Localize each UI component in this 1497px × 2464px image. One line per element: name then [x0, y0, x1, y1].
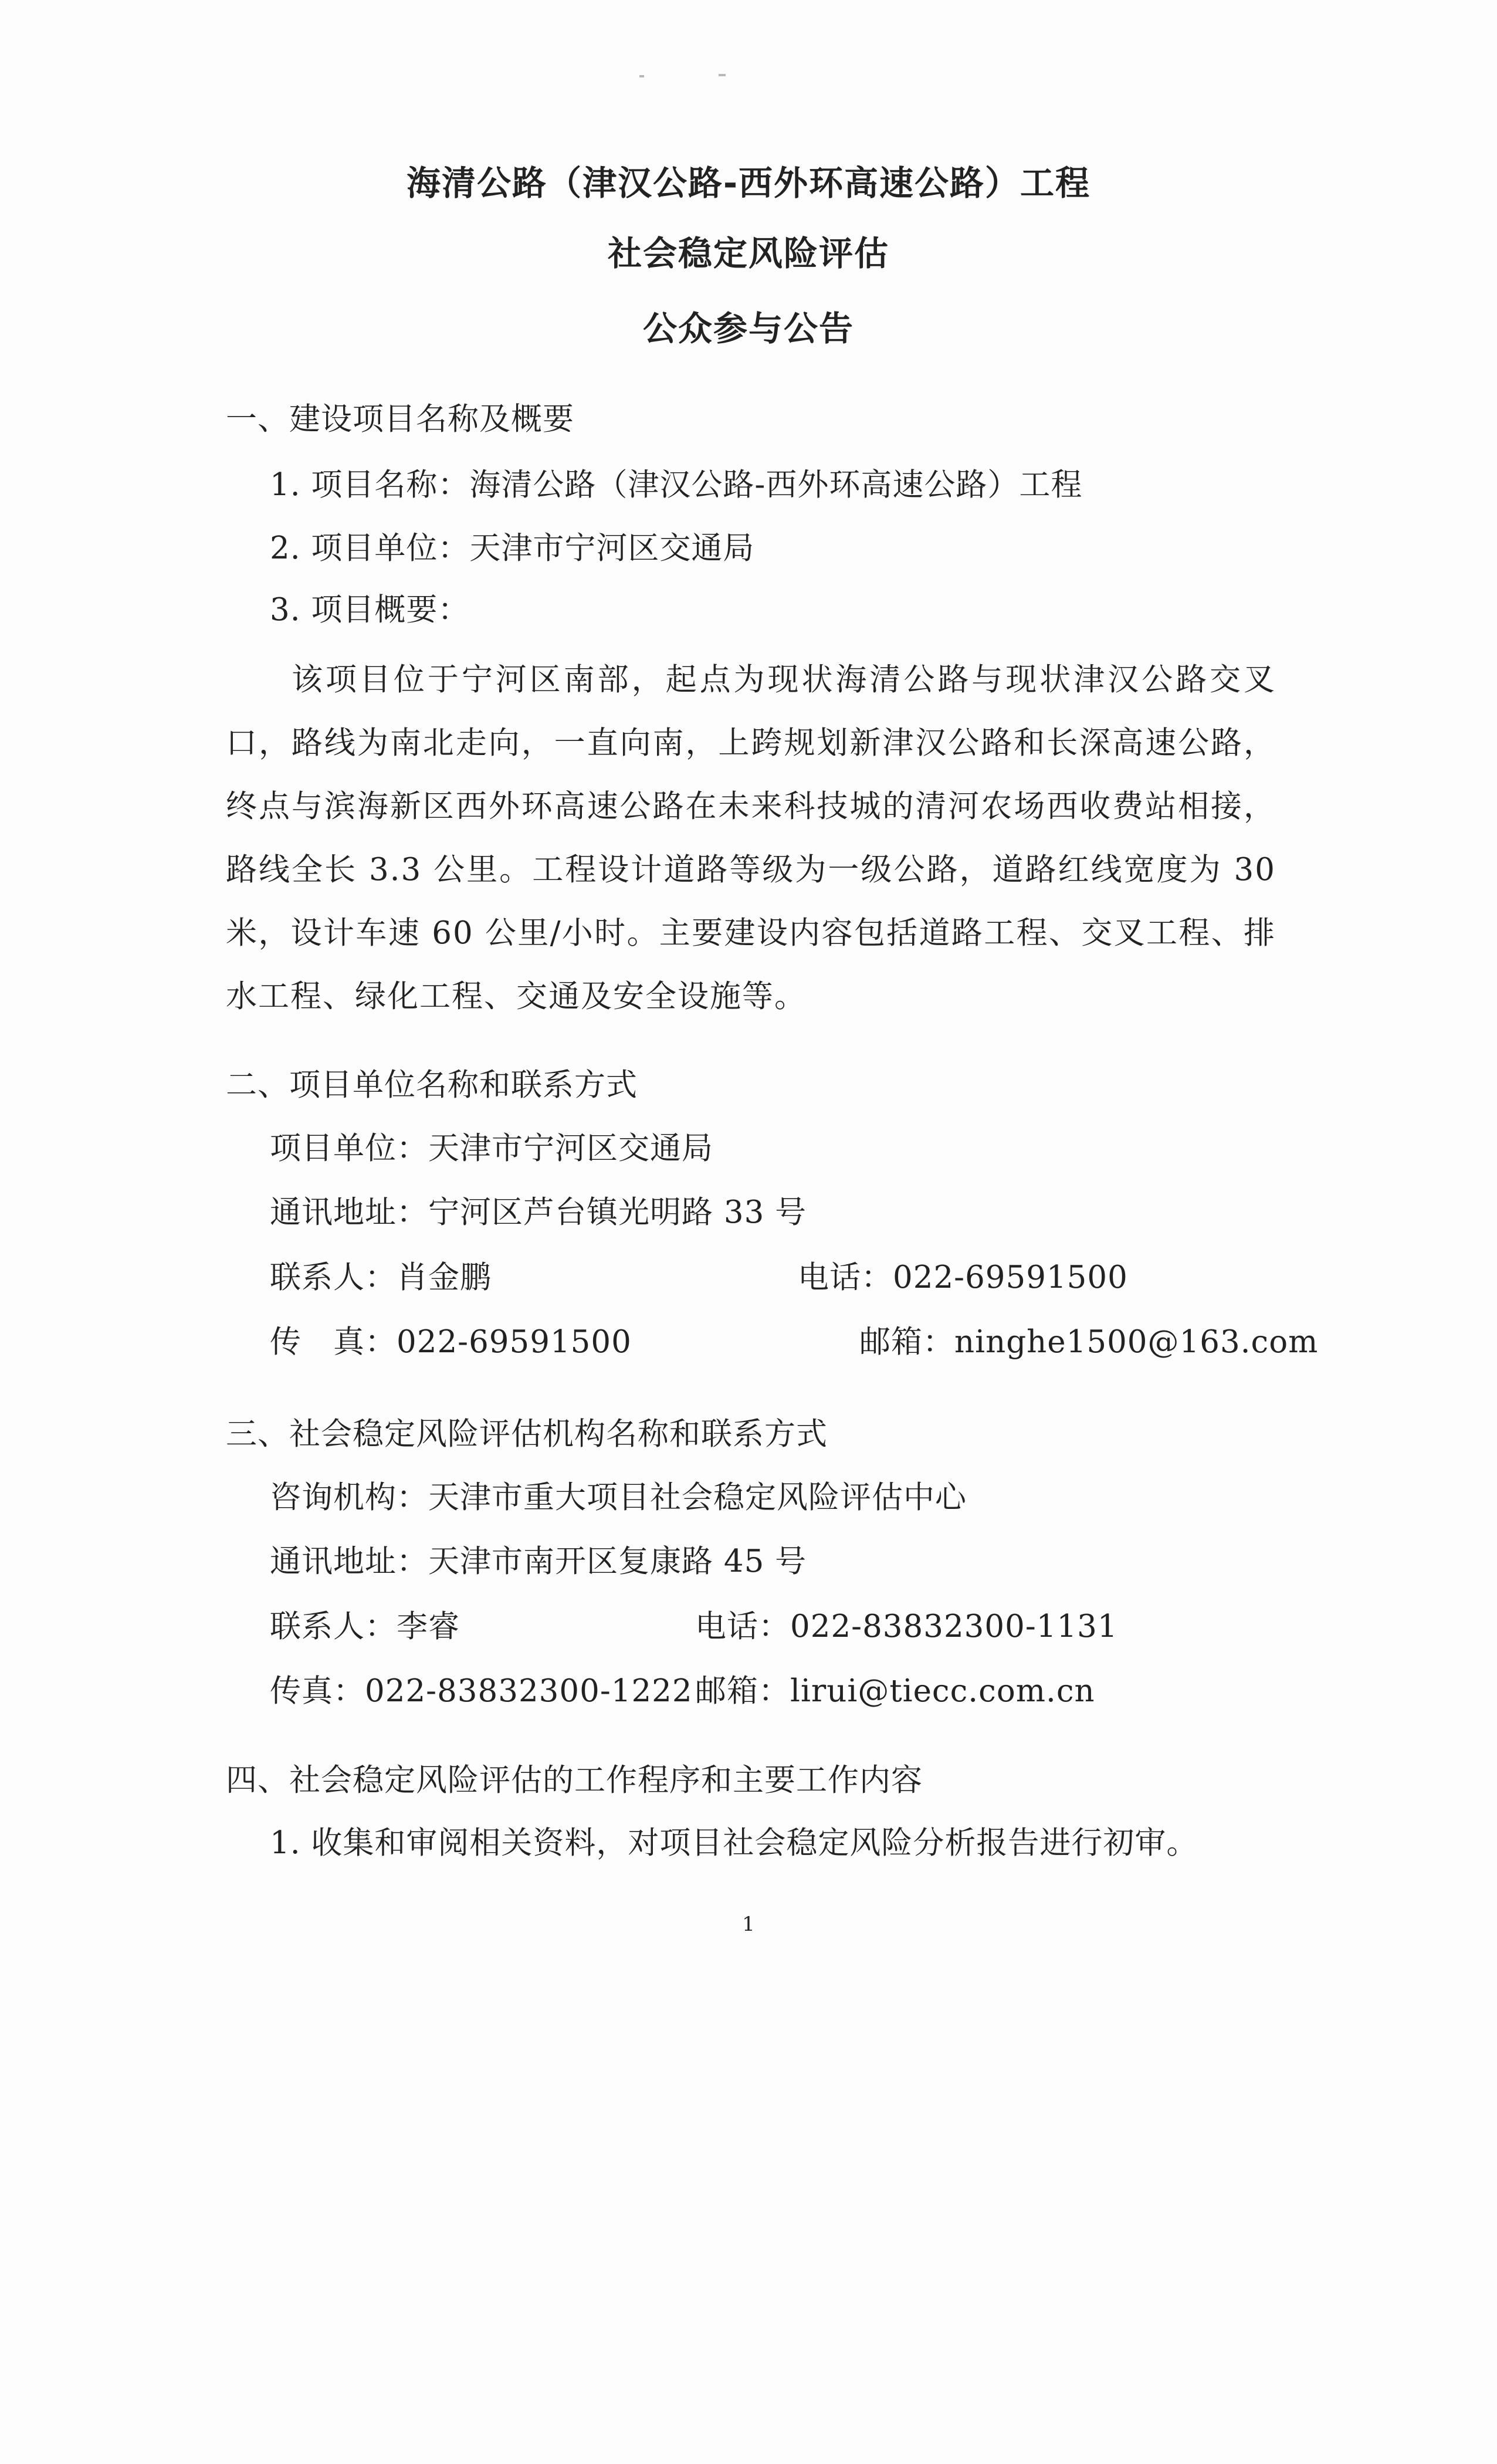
scan-speck: [719, 74, 726, 76]
document-title-line-1: 海清公路（津汉公路-西外环高速公路）工程: [406, 163, 1091, 203]
project-fax: 传 真：022-69591500: [270, 1324, 632, 1360]
section-4-item-1: 1. 收集和审阅相关资料，对项目社会稳定风险分析报告进行初审。: [270, 1825, 1198, 1861]
scan-speck: [639, 75, 644, 77]
section-1-heading: 一、建设项目名称及概要: [226, 401, 574, 437]
project-overview-paragraph: 该项目位于宁河区南部，起点为现状海清公路与现状津汉公路交叉口，路线为南北走向，一直向南，上跨规划新津汉公路和长深高速公路，终点与滨海新区西外环高速公路在未来科技城的清河农场西收费站相接，路线全长 3.3 公里。工程设计道路等级为一级公路，道路红线宽度为 30 米，设计车速 60 公里/小时。主要建设内容包括道路工程、交叉工程、排水工程、绿化工程、交通及安全设施等。: [226, 662, 1276, 1014]
agency-address-line: 通讯地址：天津市南开区复康路 45 号: [270, 1544, 807, 1579]
project-phone: 电话：022-69591500: [798, 1260, 1128, 1295]
document-title-line-2: 社会稳定风险评估: [607, 233, 889, 273]
agency-email: 邮箱：lirui@tiecc.com.cn: [695, 1673, 1095, 1709]
project-unit-line: 项目单位：天津市宁河区交通局: [270, 1131, 713, 1166]
section-4-heading: 四、社会稳定风险评估的工作程序和主要工作内容: [226, 1762, 923, 1798]
agency-fax: 传真：022-83832300-1222: [270, 1673, 693, 1709]
agency-phone: 电话：022-83832300-1131: [695, 1609, 1118, 1644]
section-3-heading: 三、社会稳定风险评估机构名称和联系方式: [226, 1416, 828, 1452]
section-2-heading: 二、项目单位名称和联系方式: [226, 1067, 638, 1103]
agency-name-line: 咨询机构：天津市重大项目社会稳定风险评估中心: [270, 1480, 967, 1515]
project-contact-person: 联系人：肖金鹏: [270, 1260, 492, 1295]
section-1-item-1: 1. 项目名称：海清公路（津汉公路-西外环高速公路）工程: [270, 467, 1083, 503]
agency-contact-person: 联系人：李睿: [270, 1609, 460, 1644]
section-1-item-3: 3. 项目概要：: [270, 592, 470, 628]
page-number: 1: [742, 1913, 755, 1936]
section-1-item-2: 2. 项目单位：天津市宁河区交通局: [270, 530, 755, 566]
project-email: 邮箱：ninghe1500@163.com: [859, 1324, 1319, 1360]
document-title-line-3: 公众参与公告: [642, 309, 854, 348]
project-address-line: 通讯地址：宁河区芦台镇光明路 33 号: [270, 1194, 807, 1230]
